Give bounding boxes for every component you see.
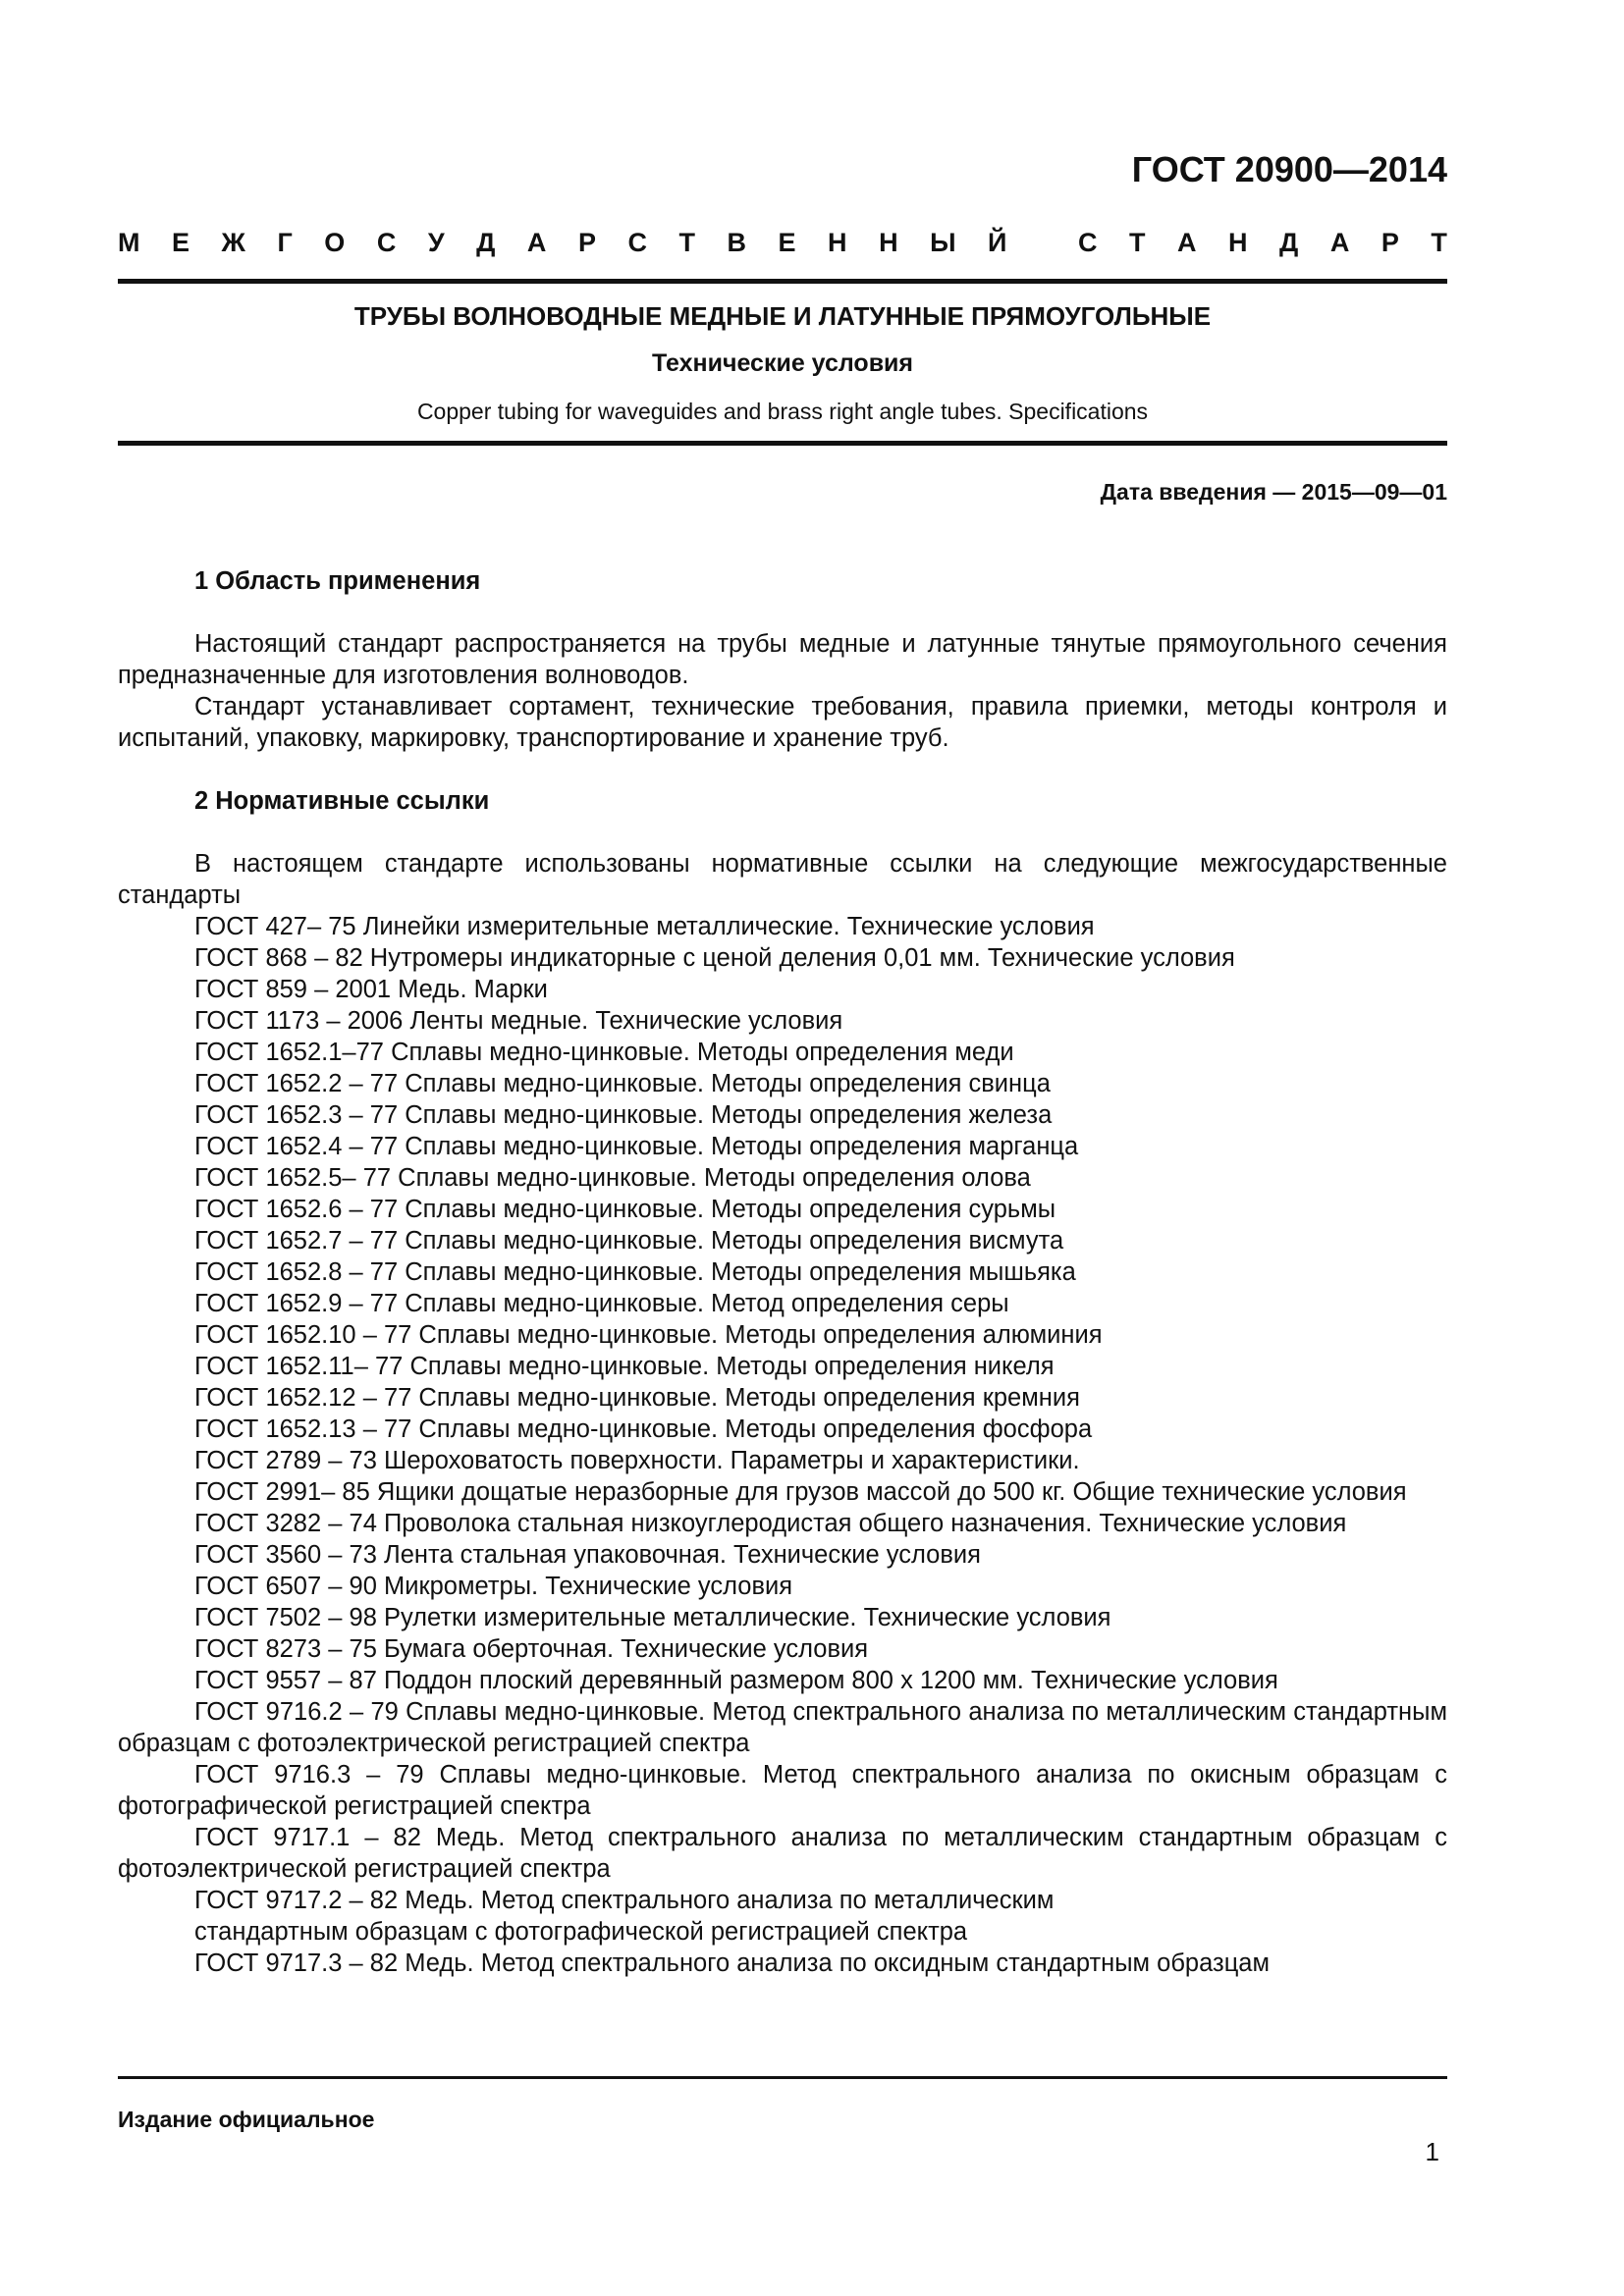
reference-item: ГОСТ 9557 – 87 Поддон плоский деревянный размером 800 х 1200 мм. Технические условия — [194, 1667, 1278, 1694]
banner-letter: У — [427, 228, 445, 257]
banner-letter: Ж — [221, 228, 245, 257]
document-body — [118, 565, 1447, 1979]
banner-letter: Т — [678, 228, 695, 257]
banner-letter: Й — [988, 228, 1007, 257]
reference-item: ГОСТ 7502 – 98 Рулетки измерительные металлические. Технические условия — [194, 1604, 1111, 1631]
banner-letter — [1039, 228, 1047, 258]
reference-item: ГОСТ 3560 – 73 Лента стальная упаковочная. Технические условия — [194, 1541, 981, 1569]
banner-letter: Е — [172, 228, 190, 257]
official-edition-label: Издание официальное — [118, 2107, 375, 2132]
reference-item: ГОСТ 9716.3 – 79 Сплавы медно-цинковые. Метод спектрального анализа по окисным образцам с фотографической регистрацией спектра — [118, 1761, 1447, 1820]
banner-letter: А — [1177, 228, 1197, 257]
reference-item: ГОСТ 8273 – 75 Бумага оберточная. Технические условия — [194, 1635, 869, 1663]
reference-list — [118, 911, 1447, 1885]
reference-item: ГОСТ 2991– 85 Ящики дощатые неразборные для грузов массой до 500 кг. Общие технические условия — [194, 1478, 1407, 1506]
reference-item: ГОСТ 1652.7 – 77 Сплавы медно-цинковые. Методы определения висмута — [194, 1227, 1064, 1255]
reference-item: ГОСТ 868 – 82 Нутромеры индикаторные с ценой деления 0,01 мм. Технические условия — [194, 944, 1235, 972]
reference-item-continuation: стандартным образцам с фотографической регистрацией спектра — [194, 1918, 968, 1946]
reference-item: ГОСТ 1652.1–77 Сплавы медно-цинковые. Методы определения меди — [194, 1039, 1014, 1066]
reference-item: ГОСТ 9716.2 – 79 Сплавы медно-цинковые. Метод спектрального анализа по металлическим стандартным образцам с фотоэлектрической регистрацией спектра — [118, 1698, 1447, 1757]
banner-letter: Д — [1279, 228, 1299, 257]
banner-letter: Г — [277, 228, 293, 257]
banner-letter: М — [118, 228, 140, 257]
reference-item: ГОСТ 1652.3 – 77 Сплавы медно-цинковые. Методы определения железа — [194, 1101, 1053, 1129]
reference-item: ГОСТ 1652.8 – 77 Сплавы медно-цинковые. Методы определения мышьяка — [194, 1258, 1076, 1286]
section-heading-references: 2 Нормативные ссылки — [194, 787, 490, 815]
reference-item: ГОСТ 1652.5– 77 Сплавы медно-цинковые. Методы определения олова — [194, 1164, 1031, 1192]
reference-item: ГОСТ 1173 – 2006 Ленты медные. Технические условия — [194, 1007, 843, 1035]
reference-item: ГОСТ 6507 – 90 Микрометры. Технические условия — [194, 1573, 793, 1600]
title-divider — [118, 441, 1447, 446]
document-number: ГОСТ 20900—2014 — [1131, 149, 1447, 189]
reference-item: ГОСТ 859 – 2001 Медь. Марки — [194, 976, 548, 1003]
banner-letter: Е — [778, 228, 796, 257]
reference-item: ГОСТ 1652.13 – 77 Сплавы медно-цинковые. Методы определения фосфора — [194, 1415, 1093, 1443]
banner-letter: Т — [1431, 228, 1447, 257]
document-subtitle: Технические условия — [651, 349, 914, 377]
reference-item: ГОСТ 1652.9 – 77 Сплавы медно-цинковые. Метод определения серы — [194, 1290, 1009, 1317]
document-title: ТРУБЫ ВОЛНОВОДНЫЕ МЕДНЫЕ И ЛАТУННЫЕ ПРЯМОУГОЛЬНЫЕ — [353, 301, 1212, 331]
reference-item: ГОСТ 3282 – 74 Проволока стальная низкоуглеродистая общего назначения. Технические условия — [194, 1510, 1347, 1537]
reference-item: ГОСТ 2789 – 73 Шероховатость поверхности. Параметры и характеристики. — [194, 1447, 1080, 1474]
banner-letter: А — [1329, 228, 1350, 257]
banner-letter: О — [324, 228, 346, 257]
reference-item: ГОСТ 1652.12 – 77 Сплавы медно-цинковые. Методы определения кремния — [194, 1384, 1080, 1412]
interstate-standard-banner — [118, 228, 1447, 258]
english-title: Copper tubing for waveguides and brass right angle tubes. Specifications — [416, 399, 1149, 424]
reference-item: ГОСТ 1652.4 – 77 Сплавы медно-цинковые. Методы определения марганца — [194, 1133, 1079, 1160]
banner-letter: С — [627, 228, 647, 257]
banner-letter: Н — [828, 228, 847, 257]
reference-item: ГОСТ 1652.6 – 77 Сплавы медно-цинковые. Методы определения сурьмы — [194, 1196, 1056, 1223]
banner-letter: Д — [476, 228, 496, 257]
reference-item: ГОСТ 1652.2 – 77 Сплавы медно-цинковые. Методы определения свинца — [194, 1070, 1051, 1097]
introduction-date: Дата введения — 2015—09—01 — [1100, 479, 1447, 505]
paragraph: В настоящем стандарте использованы нормативные ссылки на следующие межгосударственные стандарты — [118, 850, 1447, 909]
banner-letter: Р — [577, 228, 596, 257]
banner-letter: Ы — [930, 228, 956, 257]
banner-letter: Н — [879, 228, 898, 257]
reference-item: ГОСТ 9717.3 – 82 Медь. Метод спектрального анализа по оксидным стандартным образцам — [194, 1949, 1271, 1977]
paragraph: Стандарт устанавливает сортамент, технические требования, правила приемки, методы контроля и испытаний, упаковку, маркировку, транспортирование и хранение труб. — [118, 693, 1447, 752]
reference-item: ГОСТ 9717.2 – 82 Медь. Метод спектрального анализа по металлическим — [194, 1887, 1055, 1914]
banner-letter: Р — [1380, 228, 1399, 257]
banner-letter: В — [727, 228, 746, 257]
section-heading-scope: 1 Область применения — [194, 567, 481, 595]
banner-letter: С — [1077, 228, 1098, 257]
reference-item: ГОСТ 9717.1 – 82 Медь. Метод спектрального анализа по металлическим стандартным образцам с фотоэлектрической регистрацией спектра — [118, 1824, 1447, 1883]
banner-letter: Т — [1129, 228, 1146, 257]
banner-letter: А — [526, 228, 547, 257]
page-number: 1 — [1425, 2137, 1439, 2166]
banner-letter: С — [376, 228, 397, 257]
footer-divider — [118, 2076, 1447, 2079]
reference-item: ГОСТ 1652.10 – 77 Сплавы медно-цинковые. Методы определения алюминия — [194, 1321, 1103, 1349]
top-divider — [118, 279, 1447, 284]
paragraph: Настоящий стандарт распространяется на трубы медные и латунные тянутые прямоугольного сечения предназначенные для изготовления волноводов. — [118, 630, 1447, 689]
reference-item: ГОСТ 427– 75 Линейки измерительные металлические. Технические условия — [194, 913, 1095, 940]
banner-letter: Н — [1228, 228, 1248, 257]
reference-item: ГОСТ 1652.11– 77 Сплавы медно-цинковые. Методы определения никеля — [194, 1353, 1055, 1380]
